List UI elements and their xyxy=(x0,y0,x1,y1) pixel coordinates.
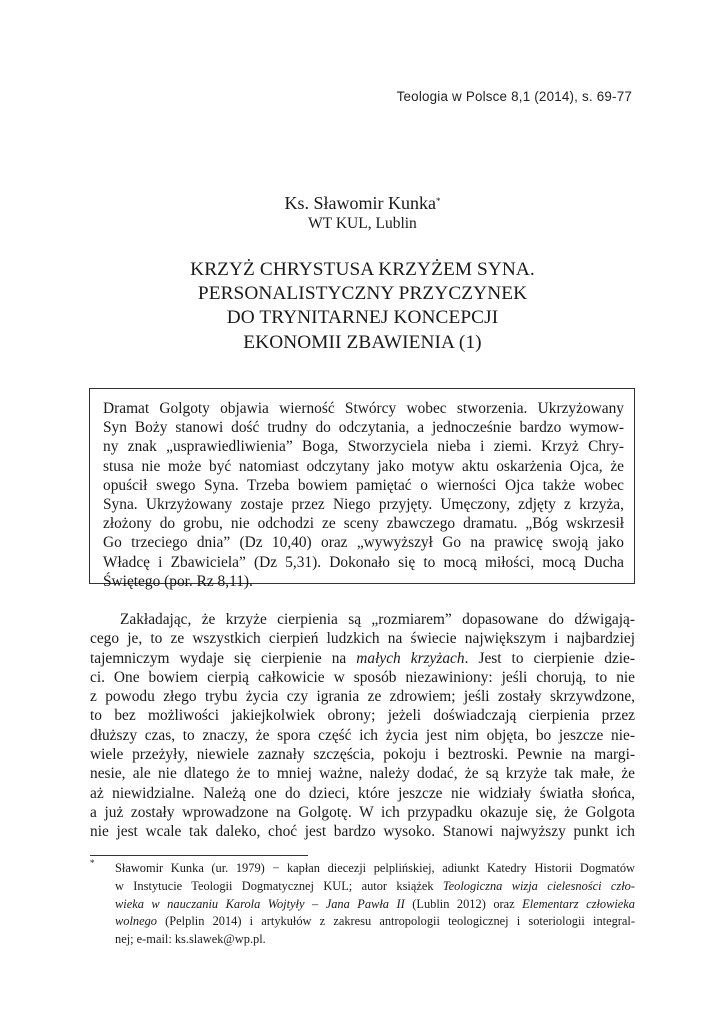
footnote xyxy=(90,860,635,949)
body-line: a już zostały wprowadzone na Golgotę. W ich przypadku okazuje się, że Golgota xyxy=(90,803,635,821)
body-line: z powodu złego trybu życia czy igrania ze zdrowiem; jeśli zostały skrzywdzone, xyxy=(90,688,635,706)
abstract-line: Syna. Ukrzyżowany zostaje przez Niego przyjęty. Umęczony, zdjęty z krzyża, xyxy=(103,495,624,513)
body-line: aż niewidzialne. Należą one do dzieci, które jeszcze nie widziały światła słońca, xyxy=(90,784,635,802)
body-line: Zakładając, że krzyże cierpienia są „rozmiarem” dopasowane do dźwigają- xyxy=(120,611,635,628)
footnote-marker: * xyxy=(90,858,95,868)
author-name: Ks. Sławomir Kunka* xyxy=(284,193,441,213)
abstract-line: Władcę i Zbawiciela” (Dz 5,31). Dokonało się to mocą miłości, mocą Ducha xyxy=(103,553,624,571)
body-line: cego je, to ze wszystkich cierpień ludzkich na świecie największym i najbardziej xyxy=(90,630,635,648)
body-line: to bez możliwości jakiejkolwiek obrony; jeżeli doświadczają cierpienia przez xyxy=(90,707,635,725)
body-line: nie jest wcale tak daleko, choć jest bardzo wysoko. Stanowi najwyższy punkt ich xyxy=(90,823,635,841)
title-line: KRZYŻ CHRYSTUSA KRZYŻEM SYNA. xyxy=(190,259,535,280)
body-line: ci. One bowiem cierpią całkowicie w sposób niezawiniony: jeśli chorują, to nie xyxy=(90,668,635,686)
body-line: wiele przeżyły, niewiele zaznały szczęścia, pokoju i beztroski. Pewnie na margi- xyxy=(90,746,635,764)
book-title: Teologiczna wizja cielesności czło- xyxy=(442,878,635,893)
body-line: tajemniczym wydaje się cierpienie na małych krzyżach. Jest to cierpienie dzie- xyxy=(90,649,635,667)
abstract-line: stusa nie może być natomiast odczytany jako motyw aktu oskarżenia Ojca, że xyxy=(103,457,624,475)
footnote-line: Sławomir Kunka (ur. 1979) − kapłan diecezji pelplińskiej, adiunkt Katedry Historii Dogmatów xyxy=(115,861,635,875)
book-title: wolnego xyxy=(115,914,157,929)
book-title: wieka w nauczaniu Karola Wojtyły – Jana Pawła II xyxy=(115,896,405,911)
body-paragraph xyxy=(90,610,635,842)
body-line: nesie, ale nie dlatego że to mniej ważne, należy dodać, że są krzyże tak małe, że xyxy=(90,765,635,783)
footnote-marker: * xyxy=(436,196,441,206)
body-line: dłuższy czas, to znaczy, że spora część ich życia jest nim objęta, bo jeszcze nie- xyxy=(90,726,635,744)
article-title xyxy=(0,258,725,355)
abstract-box xyxy=(89,388,635,590)
book-title: Elementarz człowieka xyxy=(522,896,635,911)
abstract-line: Dramat Golgoty objawia wierność Stwórcy wobec stworzenia. Ukrzyżowany xyxy=(103,400,624,417)
abstract-line: opuścił swego Syna. Trzeba bowiem pamiętać o wierności Ojca także wobec xyxy=(103,476,624,494)
footnote-line: nej; e-mail: ks.slawek@wp.pl. xyxy=(115,932,266,947)
abstract-line: Syn Boży stanowi dość trudny do odczytania, a jednocześnie bardzo wymow- xyxy=(103,419,624,437)
footnote-line: w Instytucie Teologii Dogmatycznej KUL; autor książek Teologiczna wizja cielesności czło- xyxy=(115,878,635,893)
author-affiliation: WT KUL, Lublin xyxy=(308,215,417,232)
author-block xyxy=(0,192,725,234)
abstract-line: ny znak „usprawiedliwienia” Boga, Stworzyciela nieba i ziemi. Krzyż Chry- xyxy=(103,438,624,456)
footnote-line: wolnego (Pelplin 2014) i artykułów z zakresu antropologii teologicznej i soteriologii integral- xyxy=(115,914,635,929)
emphasis: małych krzyżach xyxy=(356,649,465,667)
title-line: EKONOMII ZBAWIENIA (1) xyxy=(243,331,482,353)
journal-reference: Teologia w Polsce 8,1 (2014), s. 69-77 xyxy=(396,89,632,104)
title-line: PERSONALISTYCZNY PRZYCZYNEK xyxy=(197,283,528,305)
title-line: DO TRYNITARNEJ KONCEPCJI xyxy=(226,307,499,329)
abstract-line: Świętego (por. Rz 8,11). xyxy=(103,572,253,590)
abstract-line: Go trzeciego dnia” (Dz 10,40) oraz „wywyższył Go na prawicę swoją jako xyxy=(103,534,624,552)
abstract-line: złożony do grobu, nie odchodzi ze sceny zbawczego dramatu. „Bóg wskrzesił xyxy=(103,515,624,533)
footnote-line: wieka w nauczaniu Karola Wojtyły – Jana Pawła II (Lublin 2012) oraz Elementarz człowieka xyxy=(115,896,635,911)
footnote-divider xyxy=(90,855,308,856)
